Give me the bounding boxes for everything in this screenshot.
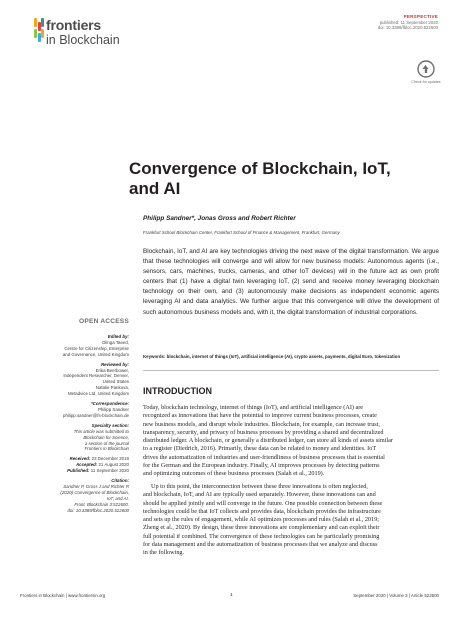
specialty-section — [20, 423, 129, 453]
paragraph-line: in the following. — [143, 549, 185, 557]
reviewer-line: Erika Beerbower, — [95, 367, 129, 373]
citation-line: IoT, and AI. — [106, 495, 129, 501]
paragraph-line: Today, blockchain technology, internet of things (IoT), and artificial intelligence (AI) are — [143, 404, 364, 411]
reviewer-line: United States — [102, 379, 129, 385]
intro-paragraph-2 — [143, 483, 439, 558]
page-number: 1 — [230, 593, 233, 598]
footer-journal-link[interactable]: Frontiers in Blockchain | www.frontiersin.org — [20, 593, 106, 598]
editor-line: Olinga Taeed, — [101, 339, 129, 345]
abstract: Blockchain, IoT, and AI are key technologies driving the next wave of the digital transformation. We argue that these technologies will converge and will allow for new business models: Autonomous agents (i.e., sensors, cars, machines, trucks, cameras, and other IoT devices) will in the future act as own profit centers that (1) have a digital twin leveraging IoT, (2) send and receive money leveraging blockchain technology on their own, and (3) autonomously make decisions as independent economic agents leveraging AI and data analytics. We further argue that this convergence will drive the development of such autonomous business models and, with it, the digital transformation of industrial corporations. — [143, 248, 439, 316]
citation-line: Sandner P, Gross J and Richter R — [63, 483, 129, 489]
check-updates-label: Check for updates — [411, 80, 441, 84]
article-info-sidebar — [20, 334, 129, 517]
specialty-line: Blockchain for Science, — [83, 434, 129, 440]
paragraph-line: transparency, security, and privacy of business processes by providing a shared and decentralized — [143, 428, 384, 436]
journal-logo[interactable] — [34, 16, 126, 50]
reviewed-by — [20, 362, 129, 397]
paragraph-line: distributed ledger. A blockchain, or generally a distributed ledger, can store all kinds of assets similar — [143, 437, 393, 445]
author-list: Philipp Sandner*, Jonas Gross and Robert Richter — [143, 215, 296, 222]
paragraph-line: new business models, and disrupt whole industries. Blockchain, for example, can increase trust, — [143, 420, 380, 428]
reviewer-line: Independent Researcher, Denver, — [63, 373, 129, 379]
specialty-line: Frontiers in Blockchain — [84, 446, 129, 452]
paragraph-line: to a register (Diedrich, 2016). Primarily, these data can be related to money and identities. IoT — [143, 445, 377, 453]
doi-link[interactable]: doi: 10.3389/fbloc.2020.522600 — [377, 25, 438, 31]
correspondence-label: *Correspondence: — [90, 401, 129, 407]
affiliation: Frankfurt School Blockchain Center, Frankfurt School of Finance & Management, Frankfurt, Germany — [143, 230, 340, 235]
intro-paragraph-1 — [143, 404, 439, 479]
citation-line: (2020) Convergence of Blockchain, — [60, 489, 129, 495]
paragraph-line: for the German and the European industry. Finally, AI improves processes by detecting patterns — [143, 462, 380, 470]
divider — [143, 370, 439, 371]
citation-line: Front. Blockchain 3:522600. — [74, 501, 129, 507]
paragraph-line: Zheng et al., 2020). By design, these three innovations are complementary and can exploit their — [143, 524, 380, 532]
reviewer-line: Metadvice Ltd, United Kingdom — [67, 391, 129, 397]
received-value: 23 December 2019 — [91, 456, 129, 462]
citation — [20, 478, 129, 513]
frontiers-logo-icon — [34, 18, 44, 46]
brand-name: frontiers — [46, 17, 101, 33]
specialty-line: a section of the journal — [84, 440, 129, 446]
received-label: Received: — [69, 456, 91, 462]
article-type: PERSPECTIVE — [403, 14, 438, 19]
paragraph-line: and blockchain, IoT, and AI are typically used separately. However, these innovations can and — [143, 491, 376, 499]
published-label: Published: — [67, 468, 90, 474]
check-for-updates-button[interactable] — [413, 60, 439, 90]
paragraph-line: full potential if combined. The convergence of these technologies can be particularly promising — [143, 532, 380, 540]
reviewer-line: Natalie Pankova, — [95, 385, 129, 391]
correspondence — [20, 401, 129, 419]
correspondence-name: Philipp Sandner — [97, 406, 129, 412]
accepted-value: 21 August 2020 — [98, 462, 129, 468]
published-date: published: 11 September 2020 — [379, 19, 438, 25]
open-access-label: OPEN ACCESS — [79, 318, 129, 325]
citation-label: Citation: — [111, 478, 129, 484]
correspondence-email[interactable]: philipp.sandner@fs-blockchain.de — [63, 412, 129, 418]
accepted-label: Accepted: — [76, 462, 98, 468]
paragraph-line: and optimizing outcomes of these business processes (Salah et al., 2019). — [143, 470, 325, 478]
editor-line: Centre for Citizenship, Enterprise — [64, 345, 129, 351]
paragraph-line: for data management and the automatization of business processes that we analyze and discuss — [143, 541, 378, 549]
paragraph-line: technologies could be that IoT collects and provides data, blockchain provides the infrastructure — [143, 507, 381, 515]
specialty-line: This article was submitted to — [73, 428, 129, 434]
article-meta-header — [378, 14, 438, 31]
keywords: Keywords: blockchain, internet of things (IoT), artificial intelligence (AI), crypto assets, payments, digital Euro, tokenization — [143, 354, 401, 359]
published-date-sidebar — [20, 468, 129, 474]
article-title: Convergence of Blockchain, IoT, and AI — [129, 159, 391, 198]
citation-doi[interactable]: doi: 10.3389/fbloc.2020.522600 — [67, 507, 129, 513]
reviewed-by-label: Reviewed by: — [100, 361, 129, 367]
edited-by — [20, 334, 129, 358]
section-heading-introduction: INTRODUCTION — [143, 386, 212, 396]
paragraph-line: drives the automatization of industries and user-friendliness of business processes that is essential — [143, 453, 385, 461]
editor-line: and Governance, United Kingdom — [62, 351, 129, 357]
paragraph-line: and sets up the rules of engagement, while AI optimizes processes and rules (Salah et al., 2019; — [143, 516, 379, 524]
footer-issue-info: September 2020 | Volume 3 | Article 522600 — [353, 593, 439, 598]
dates — [20, 456, 129, 474]
edited-by-label: Edited by: — [107, 334, 129, 339]
journal-name: in Blockchain — [46, 33, 120, 47]
published-value: 11 September 2020 — [90, 468, 129, 474]
check-updates-icon — [413, 60, 439, 90]
paragraph-line: Up to this point, the interconnection between these three innovations is often neglected, — [151, 483, 368, 490]
paragraph-line: recognized as innovations that have the potential to improve current business processes, create — [143, 412, 377, 420]
paragraph-line: should be applied jointly and will converge in the future. One possible connection between these — [143, 499, 383, 507]
specialty-label: Specialty section: — [91, 422, 129, 428]
